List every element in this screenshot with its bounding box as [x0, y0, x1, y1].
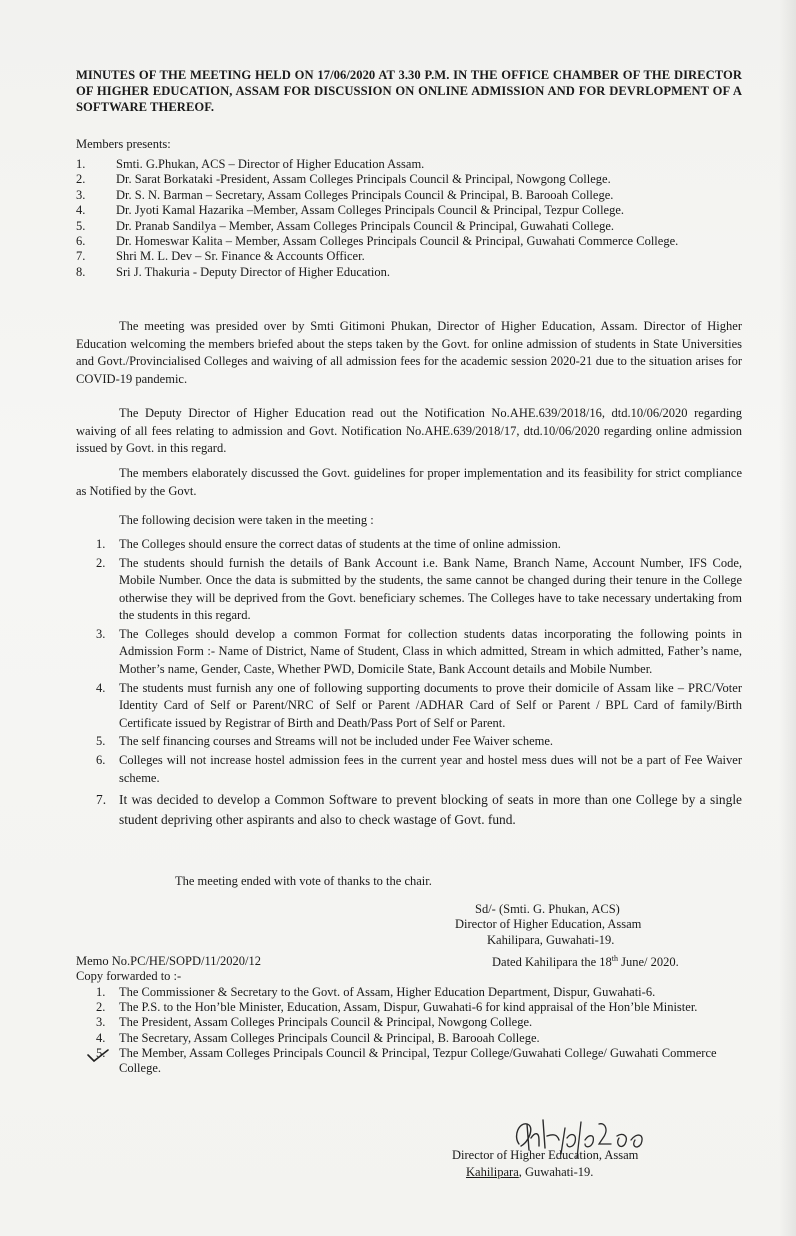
list-item — [96, 680, 742, 732]
item-number: 3. — [96, 1015, 106, 1030]
list-item — [96, 1000, 742, 1015]
footer-line — [452, 1164, 638, 1181]
item-text: The Commissioner & Secretary to the Govt. of Assam, Higher Education Department, Dispur, Guwahati-6. — [119, 985, 656, 999]
list-item — [96, 1046, 742, 1076]
item-text: The Member, Assam Colleges Principals Council & Principal, Tezpur College/Guwahati College/ Guwahati Commerce College. — [119, 1045, 717, 1076]
list-item — [76, 249, 742, 264]
item-text: The Colleges should develop a common Format for collection students datas incorporating the following points in Admission Form :- Name of District, Name of Student, Class in which admitted, Stream in which admitted, Father’s name, Mother’s name, Gender, Caste, Whether PWD, Domicile State, Bank Account details and Mobile Number. — [119, 627, 742, 676]
dated-text: Dated Kahilipara the 18 — [492, 955, 612, 970]
footer-signature — [452, 1147, 638, 1181]
item-number: 5. — [96, 1045, 106, 1060]
item-text: Dr. Sarat Borkataki -President, Assam Colleges Principals Council & Principal, Nowgong College. — [116, 172, 611, 187]
list-item — [76, 219, 742, 234]
item-number: 3. — [96, 627, 106, 642]
copy-heading: Copy forwarded to :- — [76, 969, 182, 983]
closing-line: The meeting ended with vote of thanks to the chair. — [175, 874, 432, 888]
item-number: 7. — [96, 792, 107, 808]
item-text: Shri M. L. Dev – Sr. Finance & Accounts Officer. — [116, 249, 365, 264]
item-number: 7. — [76, 249, 86, 264]
item-text: The students must furnish any one of following supporting documents to prove their domicile of Assam like – PRC/Voter Identity Card of Self or Parent/NRC of Self or Parent /ADHAR Card of Self or Parent / BPL Card of family/Birth Certificate issued by Registrar of Birth and Death/Pass Port of Self or Parent. — [119, 680, 742, 730]
list-item — [76, 172, 742, 187]
item-number: 5. — [76, 218, 86, 233]
list-item — [96, 985, 742, 1000]
signature-line: Director of Higher Education, Assam — [455, 917, 642, 932]
list-item — [96, 536, 742, 553]
footer-suffix: , Guwahati-19. — [518, 1165, 594, 1179]
copy-list — [96, 985, 742, 1076]
paragraph-presided: The meeting was presided over by Smti Gitimoni Phukan, Director of Higher Education, Assam. Director of Higher Education welcoming the members briefed about the steps taken by the Govt. for online admission of students in State Universities and Govt./Provincialised Colleges and waiving of all admission fees for the academic session 2020-21 due to the situation arises for COVID-19 pandemic. — [76, 319, 742, 386]
item-text: Dr. S. N. Barman – Secretary, Assam Colleges Principals Council & Principal, B. Barooah College. — [116, 187, 614, 202]
item-number: 1. — [96, 537, 106, 551]
item-text: Dr. Jyoti Kamal Hazarika –Member, Assam Colleges Principals Council & Principal, Tezpur College. — [116, 203, 625, 218]
list-item — [96, 1031, 742, 1046]
scan-edge — [779, 0, 796, 1236]
members-list — [76, 157, 742, 280]
item-text: The students should furnish the details of Bank Account i.e. Bank Name, Branch Name, Account Number, IFS Code, Mobile Number. Once the data is submitted by the students, the same cannot be changed during their tenure in the College otherwise they will be deprived from the Govt. beneficiary schemes. The Colleges have to take necessary undertaking from the students in this regard. — [119, 555, 742, 623]
item-number: 3. — [76, 187, 86, 202]
item-text: It was decided to develop a Common Software to prevent blocking of seats in more than one College by a single student depriving other aspirants and also to check wastage of Govt. fund. — [119, 792, 742, 827]
list-item — [96, 555, 742, 625]
list-item — [76, 234, 742, 249]
paragraph-notification: The Deputy Director of Higher Education read out the Notification No.AHE.639/2018/16, dtd.10/06/2020 regarding waiving of all fees relating to admission and Govt. Notification No.AHE.639/2018/17, dtd.10/06/2020 regarding online admission issued by Govt. in this regard. — [76, 406, 742, 455]
decisions-heading: The following decision were taken in the meeting : — [119, 513, 374, 527]
list-item — [76, 265, 742, 280]
item-number: 6. — [76, 234, 86, 249]
item-number: 6. — [96, 753, 106, 768]
dated-line — [492, 954, 679, 970]
signature-line: Kahilipara, Guwahati-19. — [487, 932, 615, 947]
tick-mark-icon — [86, 1045, 110, 1064]
footer-line: Director of Higher Education, Assam — [452, 1148, 639, 1162]
item-number: 2. — [76, 172, 86, 187]
item-number: 4. — [96, 680, 106, 695]
dated-suffix-sup: th — [611, 954, 618, 963]
item-number: 8. — [76, 264, 86, 279]
item-number: 2. — [96, 555, 106, 570]
item-text: Dr. Pranab Sandilya – Member, Assam Colleges Principals Council & Principal, Guwahati College. — [116, 218, 615, 233]
item-number: 5. — [96, 734, 106, 749]
item-text: Colleges will not increase hostel admission fees in the current year and hostel mess dues will not be a part of Fee Waiver scheme. — [119, 753, 742, 785]
list-item — [76, 188, 742, 203]
item-number: 1. — [96, 985, 106, 999]
item-number: 4. — [96, 1030, 106, 1045]
item-text: Sri J. Thakuria - Deputy Director of Higher Education. — [116, 264, 390, 279]
item-number: 1. — [76, 157, 86, 171]
document-title: MINUTES OF THE MEETING HELD ON 17/06/2020 AT 3.30 P.M. IN THE OFFICE CHAMBER OF THE DIRECTOR OF HIGHER EDUCATION, ASSAM FOR DISCUSSION ON ONLINE ADMISSION AND FOR DEVRLOPMENT OF A SOFTWARE THEREOF. — [76, 68, 742, 114]
item-text: The Secretary, Assam Colleges Principals Council & Principal, B. Barooah College. — [119, 1030, 540, 1045]
list-item — [96, 733, 742, 750]
item-text: The Colleges should ensure the correct datas of students at the time of online admission. — [119, 537, 561, 551]
dated-month-year: June/ 2020. — [617, 955, 679, 970]
item-text: The P.S. to the Hon’ble Minister, Education, Assam, Dispur, Guwahati-6 for kind appraisal of the Hon’ble Minister. — [119, 1000, 698, 1015]
item-text: The self financing courses and Streams will not be included under Fee Waiver scheme. — [119, 734, 554, 749]
footer-place: Kahilipara — [466, 1165, 519, 1179]
list-item — [76, 157, 742, 172]
paragraph-guidelines: The members elaborately discussed the Govt. guidelines for proper implementation and its feasibility for strict compliance as Notified by the Govt. — [76, 466, 742, 498]
list-item — [96, 752, 742, 787]
list-item — [96, 790, 742, 829]
item-text: Smti. G.Phukan, ACS – Director of Higher Education Assam. — [116, 157, 425, 171]
item-number: 2. — [96, 1000, 106, 1015]
memo-number: Memo No.PC/HE/SOPD/11/2020/12 — [76, 954, 261, 968]
signature-block — [455, 902, 745, 948]
signature-line: Sd/- (Smti. G. Phukan, ACS) — [475, 902, 620, 916]
list-item — [96, 1015, 742, 1030]
item-text: The President, Assam Colleges Principals Council & Principal, Nowgong College. — [119, 1015, 533, 1030]
list-item — [96, 626, 742, 678]
item-number: 4. — [76, 203, 86, 218]
list-item — [76, 203, 742, 218]
members-heading: Members presents: — [76, 137, 171, 151]
decisions-list — [96, 536, 742, 831]
item-text: Dr. Homeswar Kalita – Member, Assam Colleges Principals Council & Principal, Guwahati Commerce College. — [116, 234, 679, 249]
